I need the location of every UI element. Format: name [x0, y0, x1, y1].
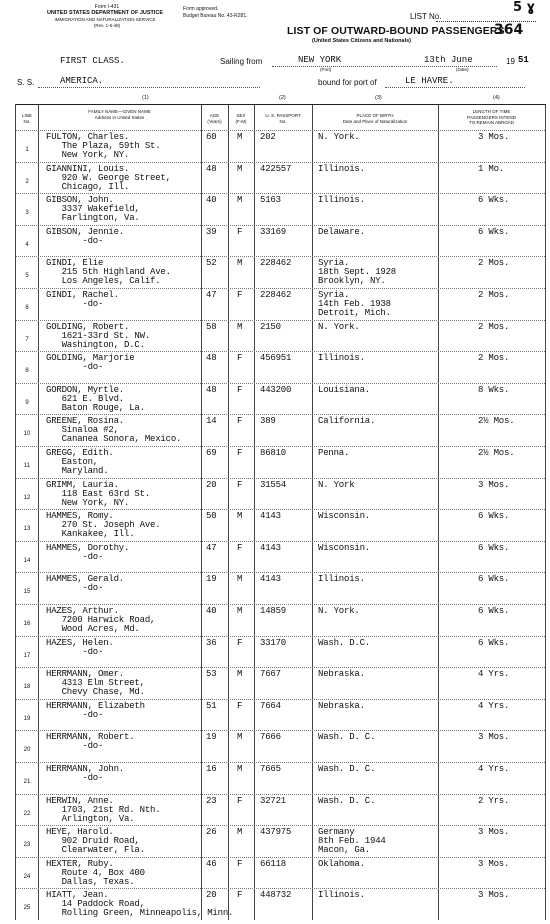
passenger-sex: F [237, 416, 243, 427]
length-of-stay: 4 Yrs. [478, 764, 510, 774]
line-number: 23 [23, 842, 31, 849]
length-of-stay: 4 Yrs. [478, 700, 510, 711]
line-number: 2 [25, 178, 29, 185]
list-no-label: LIST No. [410, 12, 442, 21]
passenger-row [16, 288, 545, 321]
passenger-row [16, 225, 545, 258]
line-number: 11 [23, 463, 31, 469]
place-of-birth: California. [318, 416, 376, 427]
passenger-address: Easton, Maryland. [61, 457, 109, 476]
passenger-name: HEXTER, Ruby. [46, 858, 114, 869]
form-subtitle: (United States Citizens and Nationals) [312, 38, 412, 44]
passenger-age: 14 [206, 416, 217, 427]
passport-number: 7664 [260, 700, 281, 711]
year-value: 51 [518, 55, 529, 65]
passenger-age: 69 [206, 448, 217, 458]
passenger-sex: M [237, 732, 243, 743]
passenger-sex: F [237, 226, 243, 237]
passenger-age: 40 [206, 195, 217, 206]
passenger-address: The Plaza, 59th St. New York, NY. [61, 141, 161, 160]
passenger-name: GINDI, Rachel. [46, 290, 119, 300]
passenger-age: 47 [206, 542, 217, 553]
passport-number: 389 [260, 416, 276, 427]
passport-number: 7667 [260, 669, 281, 680]
passenger-age: 48 [206, 353, 217, 364]
length-of-stay: 6 Wks. [478, 637, 510, 648]
passenger-name: GOLDING, Marjorie [46, 353, 135, 364]
passenger-age: 53 [206, 669, 217, 680]
passenger-sex: M [237, 827, 243, 838]
passenger-row [16, 667, 545, 700]
place-of-birth: Illinois. [318, 353, 365, 364]
passenger-address: -do- [46, 583, 104, 594]
passenger-sex: M [237, 764, 243, 774]
department-name: UNITED STATES DEPARTMENT OF JUSTICE [46, 10, 164, 16]
passenger-sex: F [237, 448, 243, 458]
passport-number: 86810 [260, 448, 287, 458]
passport-number: 422557 [260, 163, 292, 174]
passenger-sex: M [237, 574, 243, 585]
passenger-row [16, 162, 545, 195]
passenger-name: HAMMES, Dorothy. [46, 542, 130, 553]
passenger-sex: F [237, 542, 243, 553]
passenger-name: HERWIN, Anne. [46, 795, 114, 806]
place-of-birth: N. York [318, 479, 355, 490]
line-number: 14 [23, 557, 31, 564]
passenger-name: GINDI, Elie [46, 258, 104, 269]
ss-label: S. S. [17, 78, 35, 87]
destination-underline [385, 87, 525, 88]
passenger-age: 19 [206, 574, 217, 585]
length-of-stay: 3 Mos. [478, 479, 510, 490]
passport-number: 4143 [260, 511, 281, 522]
passenger-name: HERRMANN, Elizabeth [46, 700, 145, 711]
passenger-address: -do- [46, 235, 104, 246]
place-of-birth: Illinois. [318, 890, 365, 901]
line-number: 19 [23, 715, 31, 722]
passport-number: 5163 [260, 195, 281, 206]
passenger-age: 46 [206, 858, 217, 869]
passenger-address: 215 5th Highland Ave. Los Angeles, Calif. [61, 267, 171, 287]
passport-number: 7666 [260, 732, 281, 743]
passenger-row [16, 383, 545, 416]
line-number: 13 [23, 526, 31, 533]
port-name: NEW YORK [298, 55, 342, 65]
passport-number: 33169 [260, 226, 287, 237]
line-number: 3 [25, 210, 29, 217]
passenger-address: 621 E. Blvd. Baton Rouge, La. [61, 393, 145, 413]
passenger-sex: M [237, 511, 243, 522]
passenger-name: HAZES, Arthur. [46, 606, 119, 616]
ship-underline [38, 87, 260, 88]
passenger-row [16, 730, 545, 763]
length-of-stay: 2½ Mos. [478, 416, 515, 427]
place-of-birth: Wash. D. C. [318, 732, 376, 743]
line-number: 16 [23, 621, 31, 627]
length-of-stay: 2½ Mos. [478, 448, 515, 458]
passenger-sex: M [237, 321, 243, 332]
passenger-name: GIANNINI, Louis. [46, 163, 130, 174]
passenger-age: 40 [206, 606, 217, 616]
line-number: 22 [23, 810, 31, 817]
passenger-name: HERRMANN, Omer. [46, 669, 125, 680]
line-number: 25 [23, 905, 31, 912]
passenger-address: 270 St. Joseph Ave. Kankakee, Ill. [61, 520, 161, 540]
passenger-class: FIRST CLASS. [60, 56, 125, 66]
passport-number: 456951 [260, 353, 292, 364]
col-header-length: LENGTH OF TIME PASSENGERS INTEND TO REMAIN ABROAD [467, 109, 516, 125]
col-num-2: (2) [279, 95, 286, 101]
passenger-address: 14 Paddock Road, Rolling Green, Minneapolis, Minn. [61, 899, 234, 919]
passenger-row [16, 794, 545, 827]
passport-number: 437975 [260, 827, 292, 838]
passenger-name: HAMMES, Gerald. [46, 574, 125, 585]
passenger-row [16, 857, 545, 890]
length-of-stay: 2 Mos. [478, 290, 510, 300]
passenger-address: -do- [46, 709, 104, 720]
passenger-address: 1703, 21st Rd. Nth. Arlington, Va. [61, 804, 161, 824]
passenger-row [16, 825, 545, 858]
line-number: 20 [23, 747, 31, 754]
passenger-sex: F [237, 795, 243, 806]
passenger-address: 920 W. George Street, Chicago, Ill. [61, 172, 171, 192]
passenger-sex: M [237, 669, 243, 680]
passenger-address: 118 East 63rd St. New York, NY. [61, 488, 151, 508]
passenger-name: GRIMM, Lauria. [46, 479, 119, 490]
passport-number: 443200 [260, 384, 292, 395]
line-number: 18 [23, 684, 31, 691]
passenger-name: GREGG, Edith. [46, 448, 114, 458]
passenger-sex: F [237, 700, 243, 711]
length-of-stay: 3 Mos. [478, 732, 510, 743]
col-header-line-no: LINE No. [21, 113, 32, 124]
place-of-birth: Delaware. [318, 226, 365, 237]
passenger-name: GIBSON, Jennie. [46, 226, 125, 237]
passenger-age: 50 [206, 511, 217, 522]
passenger-name: HAZES, Helen. [46, 637, 114, 648]
col-header-birth: PLACE OF BIRTH Date and Place of Naturalization [342, 113, 408, 124]
passenger-row [16, 509, 545, 542]
length-of-stay: 3 Mos. [478, 827, 510, 838]
passenger-row [16, 193, 545, 226]
passenger-address: -do- [46, 773, 104, 783]
length-of-stay: 4 Yrs. [478, 669, 510, 680]
passenger-address: -do- [46, 362, 104, 373]
place-of-birth: Nebraska. [318, 700, 365, 711]
passenger-row [16, 888, 545, 921]
passenger-row [16, 446, 545, 479]
passport-number: 4143 [260, 542, 281, 553]
passenger-address: 1621-33rd St. NW. Washington, D.C. [61, 330, 151, 350]
passenger-address: 902 Druid Road, Clearwater, Fla. [61, 836, 145, 856]
passenger-sex: F [237, 479, 243, 490]
form-approved: Form approved. [183, 6, 219, 12]
length-of-stay: 6 Wks. [478, 606, 510, 616]
year-prefix: 19 [506, 57, 515, 66]
length-of-stay: 2 Mos. [478, 353, 510, 364]
passenger-address: Sinaloa #2, Cananea Sonora, Mexico. [61, 425, 182, 445]
passenger-age: 51 [206, 700, 217, 711]
place-of-birth: Oklahoma. [318, 858, 365, 869]
service-name: IMMIGRATION AND NATURALIZATION SERVICE [54, 17, 156, 22]
col-num-1: (1) [142, 95, 149, 101]
passport-number: 4143 [260, 574, 281, 585]
length-of-stay: 2 Mos. [478, 258, 510, 269]
passenger-address: 7200 Harwick Road, Wood Acres, Md. [61, 615, 156, 634]
col-num-4: (4) [493, 95, 500, 101]
length-of-stay: 8 Wks. [478, 384, 510, 395]
col-header-sex: SEX (F-M) [235, 113, 247, 124]
line-number: 6 [25, 305, 29, 311]
passenger-row [16, 699, 545, 732]
passenger-name: GREENE, Rosina. [46, 416, 125, 427]
port-caption: (Port) [320, 67, 332, 72]
place-of-birth: Wash. D. C. [318, 764, 376, 774]
passenger-sex: F [237, 353, 243, 364]
passenger-row [16, 256, 545, 289]
form-number: Form I-431 [94, 4, 120, 10]
place-of-birth: Louisiana. [318, 384, 371, 395]
passenger-row [16, 541, 545, 574]
passenger-address: 3337 Wakefield, Farlington, Va. [61, 204, 140, 224]
passenger-address: 4313 Elm Street, Chevy Chase, Md. [61, 678, 145, 698]
passenger-row [16, 130, 545, 163]
passenger-age: 16 [206, 764, 217, 774]
place-of-birth: Germany 8th Feb. 1944 Macon, Ga. [318, 827, 386, 856]
passport-number: 448732 [260, 890, 292, 901]
sailing-date: 13th June [424, 55, 473, 65]
line-number: 9 [25, 399, 29, 406]
place-of-birth: Syria. 14th Feb. 1938 Detroit, Mich. [318, 290, 391, 318]
page-marks: 5 ɣ [513, 0, 535, 15]
passenger-row [16, 636, 545, 669]
length-of-stay: 6 Wks. [478, 574, 510, 585]
length-of-stay: 6 Wks. [478, 511, 510, 522]
passenger-sex: F [237, 637, 243, 648]
place-of-birth: Wisconsin. [318, 542, 371, 553]
passenger-name: FULTON, Charles. [46, 132, 130, 142]
passenger-age: 39 [206, 226, 217, 237]
line-number: 24 [23, 873, 31, 880]
passenger-row [16, 351, 545, 384]
length-of-stay: 1 Mo. [478, 163, 505, 174]
passenger-sex: M [237, 258, 243, 269]
length-of-stay: 3 Mos. [478, 890, 510, 901]
passenger-age: 52 [206, 258, 217, 269]
passenger-age: 26 [206, 827, 217, 838]
place-of-birth: Nebraska. [318, 669, 365, 680]
passport-number: 228462 [260, 258, 292, 269]
bound-for-label: bound for port of [318, 78, 377, 87]
place-of-birth: N. York. [318, 132, 360, 142]
passenger-name: GIBSON, John. [46, 195, 114, 206]
place-of-birth: N. York. [318, 321, 360, 332]
place-of-birth: Syria. 18th Sept. 1928 Brooklyn, NY. [318, 258, 397, 287]
line-number: 8 [25, 368, 29, 375]
length-of-stay: 3 Mos. [478, 132, 510, 142]
budget-bureau: Budget Bureau No. 43-R281. [183, 13, 248, 19]
passenger-sex: F [237, 858, 243, 869]
line-number: 15 [23, 589, 31, 596]
passenger-age: 23 [206, 795, 217, 806]
line-number: 10 [23, 431, 31, 438]
passenger-table [15, 95, 546, 920]
passport-number: 14859 [260, 606, 287, 616]
passenger-address: -do- [46, 741, 104, 752]
passenger-address: -do- [46, 299, 104, 309]
passport-number: 202 [260, 132, 276, 142]
passenger-address: -do- [46, 551, 104, 562]
passenger-age: 48 [206, 384, 217, 395]
ship-name: AMERICA. [60, 76, 104, 86]
length-of-stay: 6 Wks. [478, 195, 510, 206]
passport-number: 2150 [260, 321, 281, 332]
passenger-name: GORDON, Myrtle. [46, 384, 125, 395]
passenger-sex: M [237, 606, 243, 616]
passport-number: 33170 [260, 637, 287, 648]
passenger-row [16, 320, 545, 353]
passenger-age: 20 [206, 890, 217, 901]
col-header-age: AGE (Years) [207, 113, 222, 124]
passenger-age: 36 [206, 637, 217, 648]
port-underline [272, 66, 392, 67]
place-of-birth: Illinois. [318, 195, 365, 206]
passenger-name: HERRMANN, John. [46, 764, 125, 774]
destination-port: LE HAVRE. [405, 76, 454, 86]
passenger-row [16, 478, 545, 511]
place-of-birth: Wash. D. C. [318, 795, 376, 806]
sailing-from-label: Sailing from [220, 57, 263, 66]
passenger-age: 58 [206, 321, 217, 332]
place-of-birth: Wash. D.C. [318, 637, 371, 648]
passenger-sex: M [237, 163, 243, 174]
passenger-age: 48 [206, 163, 217, 174]
passenger-row [16, 604, 545, 637]
line-number: 21 [23, 779, 31, 785]
passenger-address: -do- [46, 646, 104, 657]
passenger-age: 20 [206, 479, 217, 490]
line-number: 4 [25, 241, 29, 248]
passport-number: 66118 [260, 858, 287, 869]
place-of-birth: Wisconsin. [318, 511, 371, 522]
passenger-name: HAMMES, Romy. [46, 511, 114, 522]
col-header-passport: U. S. PASSPORT No. [265, 113, 301, 124]
passenger-row [16, 762, 545, 795]
passenger-row [16, 572, 545, 605]
passenger-name: HIATT, Jean. [46, 890, 109, 901]
length-of-stay: 6 Wks. [478, 542, 510, 553]
passenger-age: 19 [206, 732, 217, 743]
passport-number: 228462 [260, 290, 292, 300]
passenger-age: 60 [206, 132, 217, 142]
date-caption: (Date) [456, 67, 469, 72]
col-num-3: (3) [375, 95, 382, 101]
passport-number: 7665 [260, 764, 281, 774]
passenger-name: HERRMANN, Robert. [46, 732, 135, 743]
passenger-sex: F [237, 290, 243, 300]
passenger-name: HEYE, Harold. [46, 827, 114, 838]
line-number: 17 [23, 652, 31, 659]
place-of-birth: Illinois. [318, 574, 365, 585]
length-of-stay: 2 Yrs. [478, 795, 510, 806]
line-number: 12 [23, 494, 31, 501]
passenger-sex: F [237, 384, 243, 395]
passport-number: 32721 [260, 795, 287, 806]
passenger-row [16, 414, 545, 447]
list-number: 364 [494, 22, 524, 38]
date-underline [392, 66, 497, 67]
place-of-birth: Illinois. [318, 163, 365, 174]
passenger-sex: M [237, 132, 243, 142]
line-number: 5 [25, 273, 29, 280]
length-of-stay: 6 Wks. [478, 226, 510, 237]
form-title: LIST OF OUTWARD-BOUND PASSENGERS [287, 25, 505, 37]
passenger-age: 47 [206, 290, 217, 300]
passport-number: 31554 [260, 479, 287, 490]
place-of-birth: Penna. [318, 448, 350, 458]
place-of-birth: N. York. [318, 606, 360, 616]
length-of-stay: 2 Mos. [478, 321, 510, 332]
passenger-sex: F [237, 890, 243, 901]
passenger-sex: M [237, 195, 243, 206]
col-header-name: FAMILY NAME—GIVEN NAME Address in United States [88, 109, 151, 120]
passenger-address: Route 4, Box 400 Dallas, Texas. [61, 867, 145, 887]
line-number: 7 [25, 336, 29, 343]
line-number: 1 [25, 147, 29, 153]
passenger-name: GOLDING, Robert. [46, 321, 130, 332]
length-of-stay: 3 Mos. [478, 858, 510, 869]
form-revision: (Rev. 1-5-48) [93, 23, 121, 28]
